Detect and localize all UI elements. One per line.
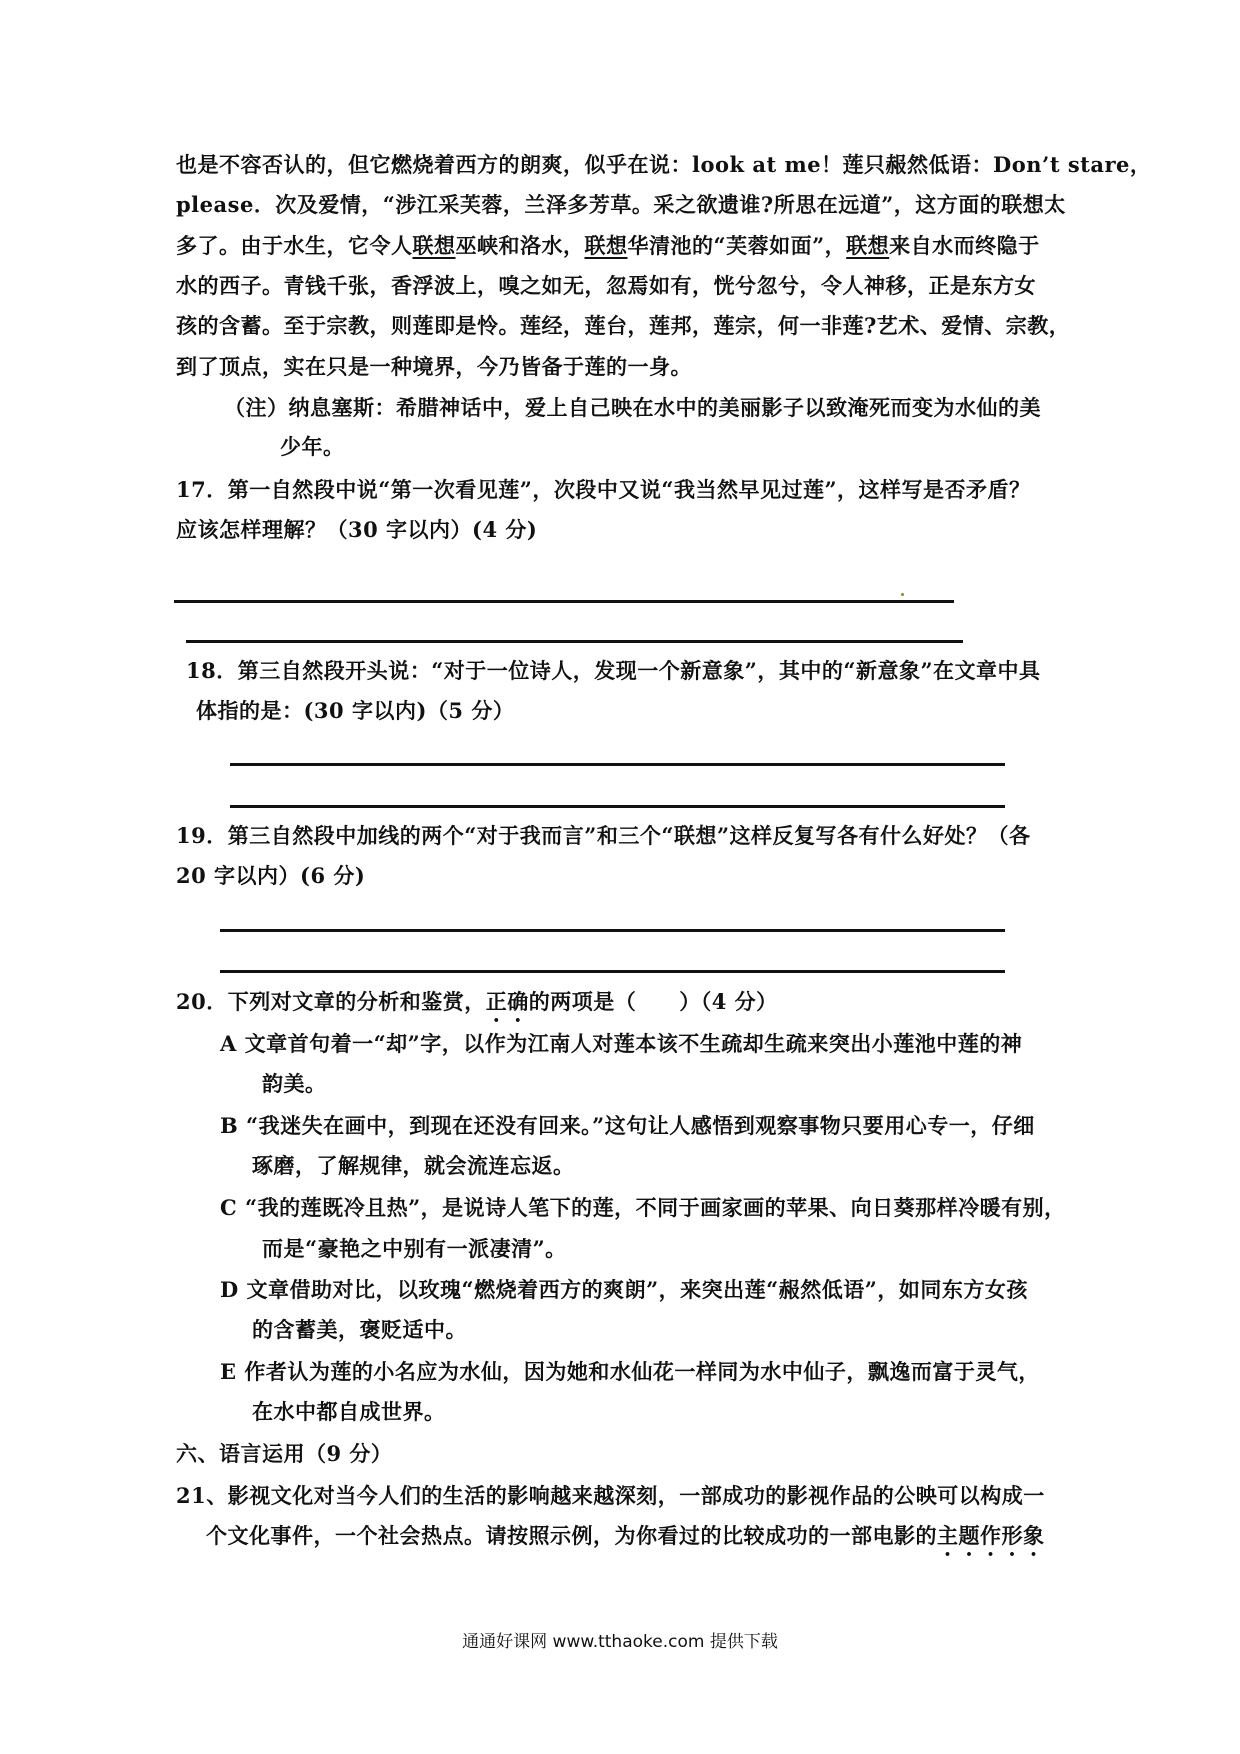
passage-line-6: 到了顶点，实在只是一种境界，今乃皆备于莲的一身。 <box>176 354 692 379</box>
section-6-title: 六、语言运用（9 分） <box>176 1441 393 1466</box>
emphasis-text: 主题作形象 <box>937 1523 1045 1548</box>
question-21-line-2 <box>206 1522 1045 1561</box>
passage-text: 来自水而终隐于 <box>889 233 1040 258</box>
answer-line <box>174 600 954 603</box>
option-e-line-1: E 作者认为莲的小名应为水仙，因为她和水仙花一样同为水中仙子，飘逸而富于灵气， <box>220 1359 1040 1384</box>
page-footer: 通通好课网 www.tthaoke.com 提供下载 <box>462 1632 778 1652</box>
option-a-line-2: 韵美。 <box>262 1071 327 1096</box>
underlined-word: 联想 <box>584 233 628 258</box>
option-d-line-2: 的含蓄美，褒贬适中。 <box>252 1317 467 1342</box>
option-e-line-2: 在水中都自成世界。 <box>252 1399 446 1424</box>
passage-line-2: please．次及爱情，“涉江采芙蓉，兰泽多芳草。采之欲遗谁?所思在远道”，这方面的联想太 <box>176 192 1066 217</box>
underlined-word: 联想 <box>846 233 890 258</box>
passage-text: 巫峡和洛水， <box>455 233 585 258</box>
answer-line <box>220 929 1005 932</box>
question-21-line-1: 21、影视文化对当今人们的生活的影响越来越深刻，一部成功的影视作品的公映可以构成一 <box>176 1483 1045 1508</box>
note-line-1: （注）纳息塞斯：希腊神话中，爱上自己映在水中的美丽影子以致淹死而变为水仙的美 <box>224 395 1041 420</box>
question-19-line-1: 19．第三自然段中加线的两个“对于我而言”和三个“联想”这样反复写各有什么好处？（各 <box>176 823 1031 848</box>
answer-line <box>230 805 1005 808</box>
question-19-line-2: 20 字以内）(6 分) <box>176 863 366 888</box>
passage-text: 华清池的“芙蓉如面”， <box>627 233 847 258</box>
option-a-line-1: A 文章首句着一“却”字，以作为江南人对莲本该不生疏却生疏来突出小莲池中莲的神 <box>220 1031 1023 1056</box>
answer-line <box>220 970 1005 973</box>
passage-line-5: 孩的含蓄。至于宗教，则莲即是怜。莲经，莲台，莲邦，莲宗，何一非莲?艺术、爱情、宗教， <box>176 313 1071 338</box>
option-b-line-1: B “我迷失在画中，到现在还没有回来。”这句让人感悟到观察事物只要用心专一，仔细 <box>220 1113 1035 1138</box>
question-20-stem <box>176 988 778 1027</box>
note-line-2: 少年。 <box>280 434 345 459</box>
passage-line-1: 也是不容否认的，但它燃烧着西方的朗爽，似乎在说：look at me！莲只赧然低语：Don’t stare， <box>176 152 1152 177</box>
question-17-line-1: 17．第一自然段中说“第一次看见莲”，次段中又说“我当然早见过莲”，这样写是否矛盾？ <box>176 477 1031 502</box>
passage-text: 多了。由于水生，它令人 <box>176 233 413 258</box>
underlined-word: 联想 <box>412 233 456 258</box>
stem-text: 20．下列对文章的分析和鉴赏， <box>176 989 486 1014</box>
scan-speck <box>901 593 904 596</box>
stem-text: 的两项是（ ）（4 分） <box>528 989 778 1014</box>
question-18-line-1: 18．第三自然段开头说：“对于一位诗人，发现一个新意象”，其中的“新意象”在文章中具 <box>186 658 1041 683</box>
answer-line <box>230 763 1005 766</box>
passage-line-4: 水的西子。青钱千张，香浮波上，嗅之如无，忽焉如有，恍兮忽兮，令人神移，正是东方女 <box>176 273 1036 298</box>
emphasis-text: 正确 <box>485 989 529 1014</box>
option-c-line-2: 而是“豪艳之中别有一派凄清”。 <box>262 1236 567 1261</box>
option-d-line-1: D 文章借助对比，以玫瑰“燃烧着西方的爽朗”，来突出莲“赧然低语”，如同东方女孩 <box>220 1277 1028 1302</box>
question-text: 个文化事件，一个社会热点。请按照示例，为你看过的比较成功的一部电影的 <box>206 1523 937 1548</box>
question-18-line-2: 体指的是：(30 字以内)（5 分） <box>196 698 515 723</box>
answer-line <box>186 640 963 643</box>
option-b-line-2: 琢磨，了解规律，就会流连忘返。 <box>252 1153 575 1178</box>
question-17-line-2: 应该怎样理解？（30 字以内）(4 分) <box>176 517 538 542</box>
passage-line-3 <box>176 232 1040 260</box>
option-c-line-1: C “我的莲既冷且热”，是说诗人笔下的莲，不同于画家画的苹果、向日葵那样冷暖有别， <box>220 1195 1066 1220</box>
